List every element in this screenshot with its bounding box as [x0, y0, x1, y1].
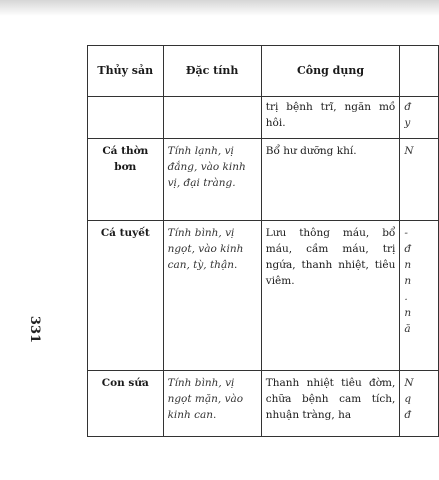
use-cell: Bổ hư dưỡng khí.: [261, 139, 400, 221]
header-cell: [400, 46, 439, 97]
property-cell: [163, 97, 261, 139]
property-cell: Tính bình, vị ngọt, vào kinh can, tỳ, thận.: [163, 221, 261, 371]
product-name: Con sứa: [88, 371, 164, 437]
product-name: Cá thờn bơn: [88, 139, 164, 221]
use-cell: trị bệnh trĩ, ngăn mồ hôi.: [261, 97, 400, 139]
table-row: [88, 139, 439, 221]
table-row: [88, 371, 439, 437]
product-name: Cá tuyết: [88, 221, 164, 371]
table-row: [88, 97, 439, 139]
truncated-cell: N: [400, 139, 439, 221]
table-header-row: [88, 46, 439, 97]
header-cell: Đặc tính: [163, 46, 261, 97]
truncated-cell: đ y: [400, 97, 439, 139]
table-row: [88, 221, 439, 371]
herbal-table: [87, 45, 439, 437]
property-cell: Tính bình, vị ngọt mặn, vào kinh can.: [163, 371, 261, 437]
truncated-cell: - đ n n . n ă: [400, 221, 439, 371]
header-cell: Công dụng: [261, 46, 400, 97]
page-number: 331: [27, 315, 43, 344]
page-top-shadow: [0, 0, 439, 16]
use-cell: Lưu thông máu, bổ máu, cầm máu, trị ngứa, thanh nhiệt, tiêu viêm.: [261, 221, 400, 371]
use-cell: Thanh nhiệt tiêu đờm, chữa bệnh cam tích, nhuận tràng, ha: [261, 371, 400, 437]
truncated-cell: N q đ: [400, 371, 439, 437]
product-name: [88, 97, 164, 139]
header-cell: Thủy sản: [88, 46, 164, 97]
property-cell: Tính lạnh, vị đắng, vào kinh vị, đại tràng.: [163, 139, 261, 221]
